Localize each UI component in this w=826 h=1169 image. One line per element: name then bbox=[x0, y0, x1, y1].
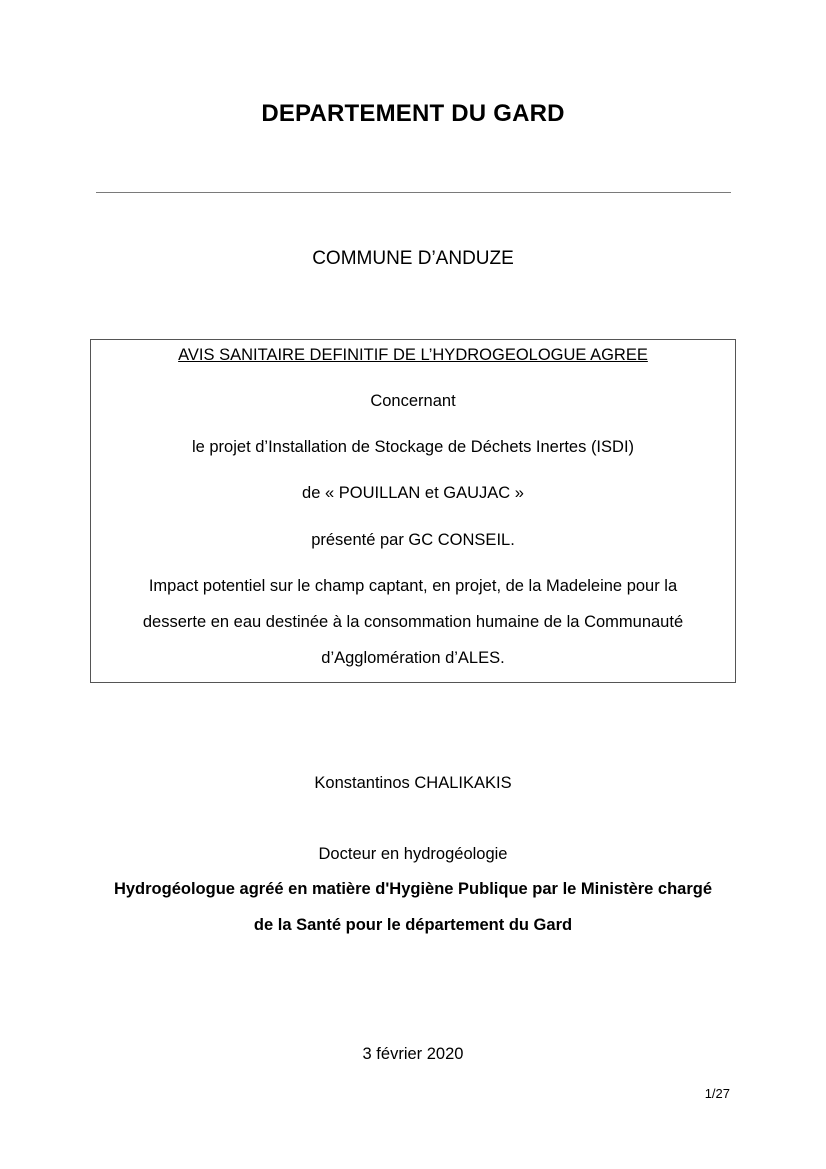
horizontal-divider bbox=[96, 192, 731, 193]
author-name: Konstantinos CHALIKAKIS bbox=[314, 774, 512, 792]
notice-impact-line: desserte en eau destinée à la consommation humaine de la Communauté bbox=[142, 613, 684, 631]
department-title: DEPARTEMENT DU GARD bbox=[261, 100, 565, 127]
page-number: 1/27 bbox=[704, 1086, 730, 1101]
notice-presented-by: présenté par GC CONSEIL. bbox=[311, 531, 515, 549]
notice-box bbox=[90, 339, 736, 683]
notice-title-text: AVIS SANITAIRE DEFINITIF DE L’HYDROGEOLOGUE AGREE bbox=[178, 346, 648, 364]
author-degree: Docteur en hydrogéologie bbox=[318, 845, 508, 863]
notice-concerning: Concernant bbox=[370, 392, 456, 410]
notice-title bbox=[91, 346, 735, 365]
notice-project: le projet d’Installation de Stockage de Déchets Inertes (ISDI) bbox=[191, 438, 635, 456]
notice-impact-line: d’Agglomération d’ALES. bbox=[321, 649, 505, 667]
author-credential-line: de la Santé pour le département du Gard bbox=[253, 916, 573, 934]
notice-site: de « POUILLAN et GAUJAC » bbox=[302, 484, 524, 502]
notice-impact-line: Impact potentiel sur le champ captant, en projet, de la Madeleine pour la bbox=[148, 577, 678, 595]
document-date: 3 février 2020 bbox=[362, 1045, 464, 1063]
commune-title: COMMUNE D’ANDUZE bbox=[312, 248, 514, 269]
author-credential-line: Hydrogéologue agréé en matière d'Hygiène Publique par le Ministère chargé bbox=[113, 880, 713, 898]
